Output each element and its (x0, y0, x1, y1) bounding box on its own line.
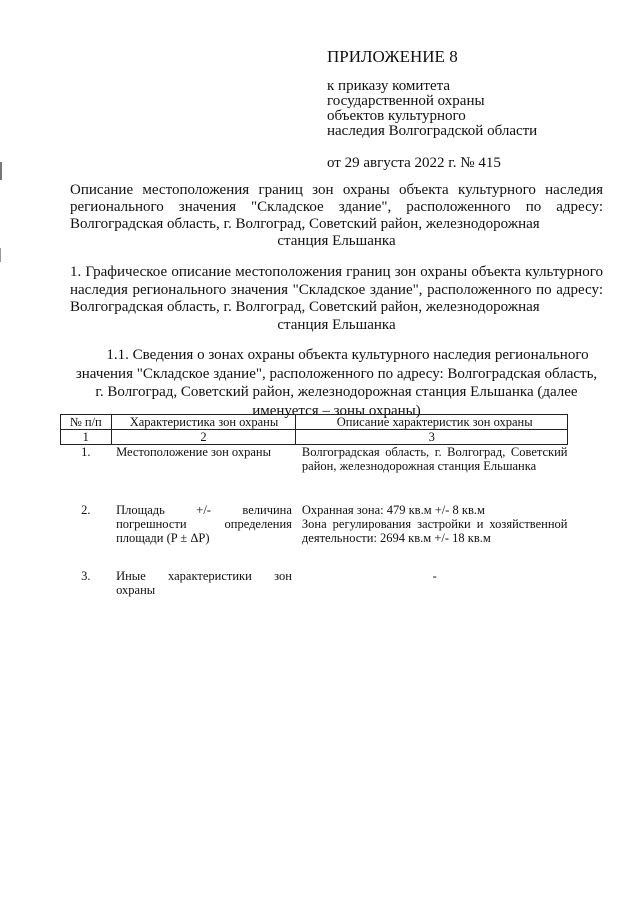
appendix-date: от 29 августа 2022 г. № 415 (327, 155, 501, 171)
appendix-line: наследия Волгоградской области (327, 123, 538, 139)
row-characteristic: Площадь +/- величина погрешности определения площади (P ± ΔP) (116, 503, 292, 545)
row-number: 2. (81, 503, 91, 517)
row-description (296, 503, 568, 569)
document-title (70, 182, 603, 250)
appendix-line: объектов культурного (327, 108, 466, 124)
document-title-end: станция Ельшанка (277, 233, 396, 249)
document-title-main: Описание местоположения границ зон охраны объекта культурного наследия регионального значения "Складское здание", расположенного по адресу: Волгоградская область, г. Волгоград, Советский район, железнодорожная (70, 182, 603, 232)
section-1-main: 1. Графическое описание местоположения границ зон охраны объекта культурного наследия регионального значения "Складское здание", расположенного по адресу: Волгоградская область, г. Волгоград, Советский район, железнодорожная (70, 264, 603, 315)
scan-edge-mark (0, 162, 2, 180)
row-characteristic: Иные характеристики зон охраны (116, 569, 292, 597)
appendix-block (327, 47, 537, 173)
column-number: 3 (296, 430, 568, 445)
column-number: 2 (111, 430, 296, 445)
row-description: - (432, 569, 437, 583)
table-row (61, 569, 568, 597)
appendix-order-lines (327, 79, 537, 139)
row-description: Волгоградская область, г. Волгоград, Советский район, железнодорожная станция Ельшанка (301, 445, 568, 473)
table-column-numbers-row (61, 430, 568, 445)
scan-edge-mark (0, 248, 1, 262)
header-description: Описание характеристик зон охраны (296, 415, 568, 430)
appendix-line: к приказу комитета (327, 78, 451, 94)
table-header-row (61, 415, 568, 430)
row-description-line: Зона регулирования застройки и хозяйственной деятельности: 2694 кв.м +/- 18 кв.м (301, 517, 568, 545)
row-description-line: Охранная зона: 479 кв.м +/- 8 кв.м (301, 503, 485, 517)
table-row (61, 445, 568, 504)
header-number: № п/п (61, 415, 112, 430)
appendix-line: государственной охраны (327, 93, 485, 109)
section-1-1-heading (70, 346, 603, 420)
appendix-title: ПРИЛОЖЕНИЕ 8 (327, 47, 458, 66)
table-row (61, 503, 568, 569)
zones-table (60, 414, 568, 597)
section-1-1-text: 1.1. Сведения о зонах охраны объекта культурного наследия регионального значения "Складское здание", расположенного по адресу: Волгоградская область, г. Волгоград, Советский район, железнодорожная станция Ельшанка (далее именуется – зоны охраны) (75, 347, 598, 419)
header-characteristic: Характеристика зон охраны (111, 415, 296, 430)
row-number: 1. (81, 445, 91, 459)
section-1-end: станция Ельшанка (277, 316, 396, 333)
row-characteristic: Местоположение зон охраны (116, 445, 272, 459)
column-number: 1 (61, 430, 112, 445)
row-number: 3. (81, 569, 91, 583)
section-1-heading (70, 264, 603, 334)
